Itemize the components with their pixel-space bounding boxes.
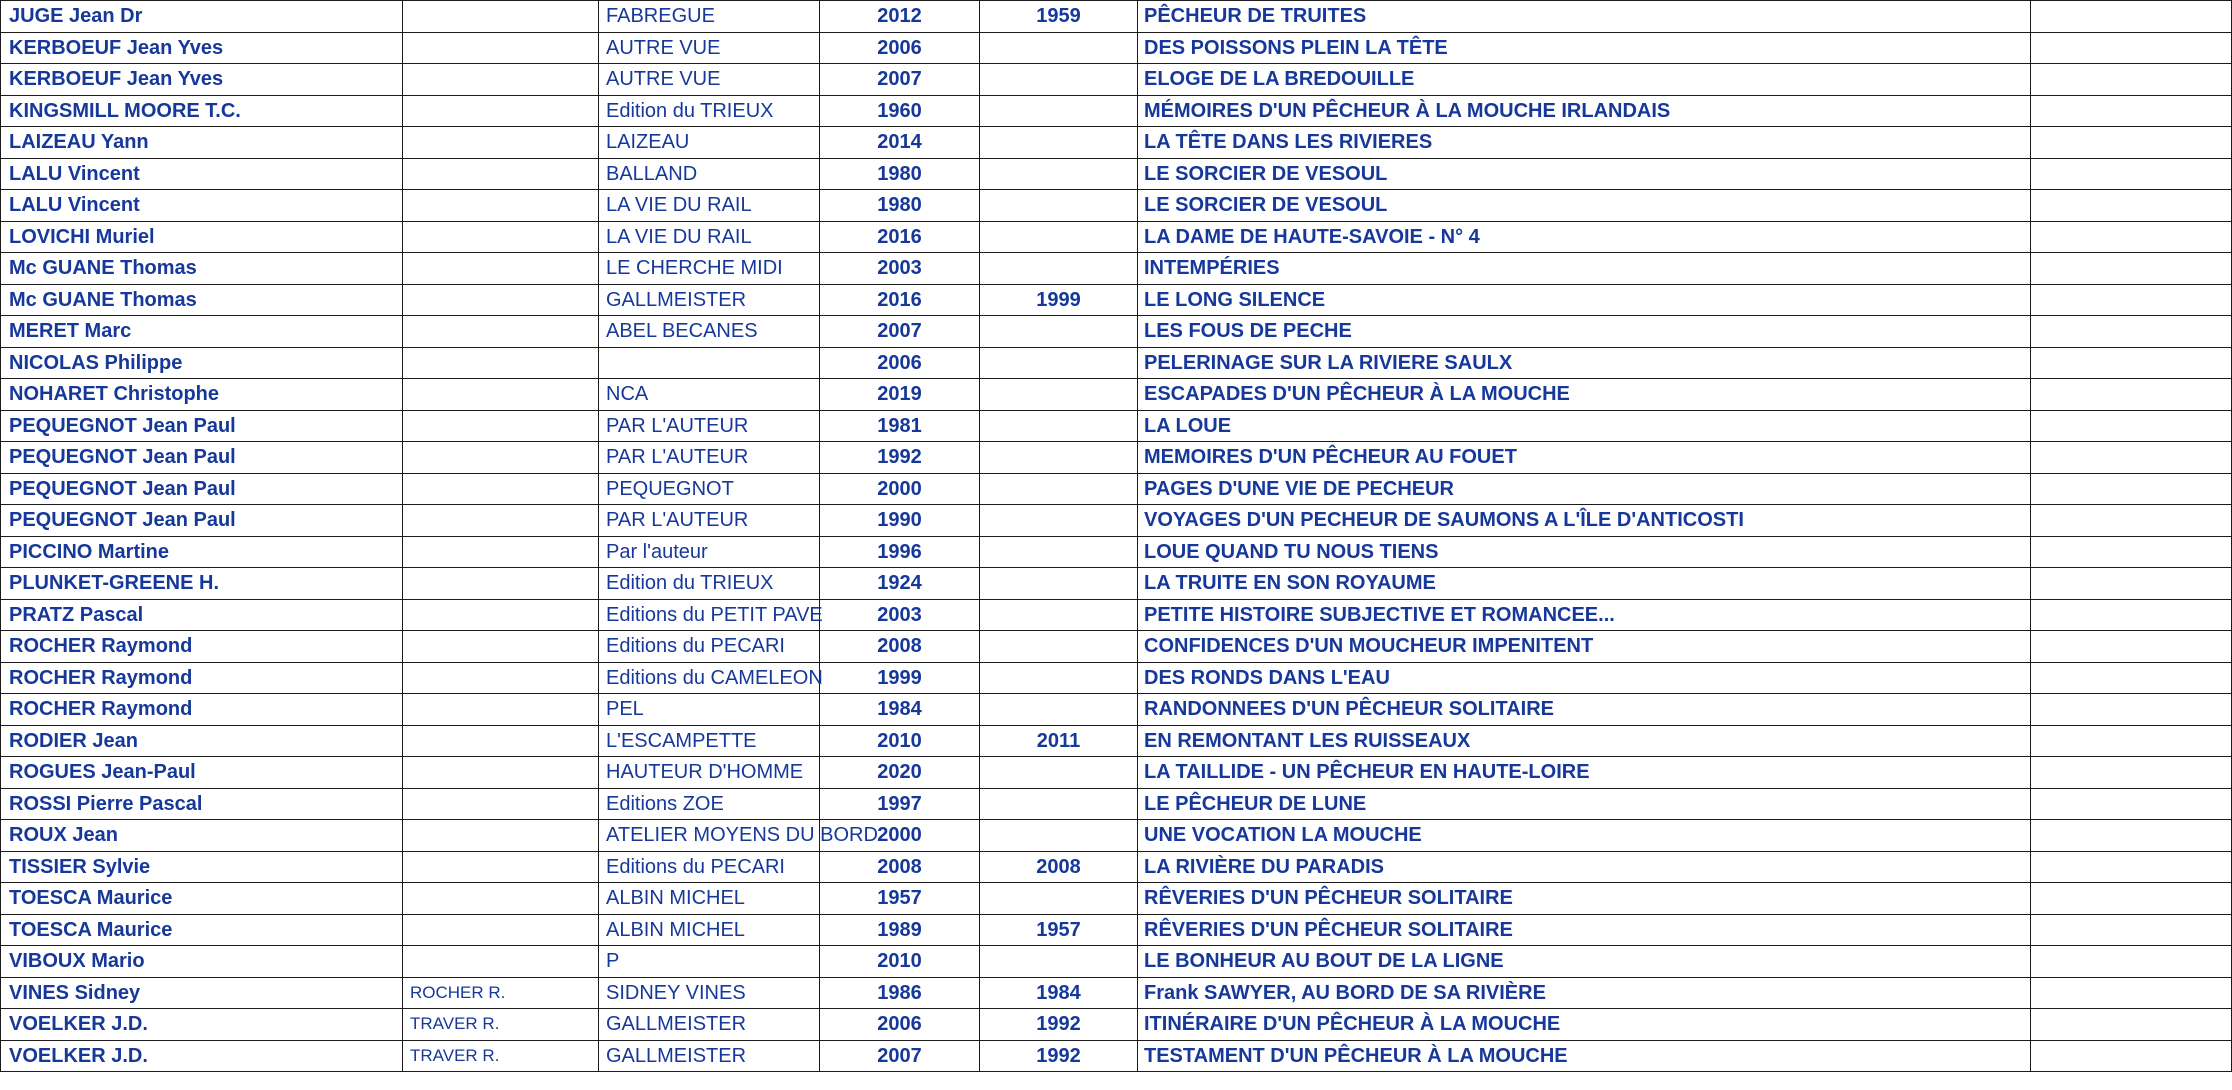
publisher-cell[interactable]: Editions ZOE (599, 788, 820, 820)
original-year-cell[interactable] (980, 631, 1138, 663)
original-year-cell[interactable] (980, 127, 1138, 159)
table-row (1, 347, 2232, 379)
original-year-cell[interactable]: 1992 (980, 1040, 1138, 1072)
table-row (1, 536, 2232, 568)
table-row (1, 946, 2232, 978)
empty-cell[interactable] (2031, 347, 2232, 379)
year-cell[interactable]: 1989 (820, 914, 980, 946)
co-author-cell[interactable] (403, 757, 599, 789)
table-row (1, 190, 2232, 222)
author-cell[interactable]: TOESCA Maurice (1, 914, 403, 946)
author-cell[interactable]: ROGUES Jean-Paul (1, 757, 403, 789)
empty-cell[interactable] (2031, 599, 2232, 631)
co-author-cell[interactable]: TRAVER R. (403, 1040, 599, 1072)
publisher-cell[interactable]: GALLMEISTER (599, 1009, 820, 1041)
table-row (1, 1040, 2232, 1072)
table-row (1, 442, 2232, 474)
original-year-cell[interactable] (980, 253, 1138, 285)
original-year-cell[interactable] (980, 95, 1138, 127)
publisher-cell[interactable]: HAUTEUR D'HOMME (599, 757, 820, 789)
publisher-cell[interactable]: LE CHERCHE MIDI (599, 253, 820, 285)
year-cell[interactable]: 1992 (820, 442, 980, 474)
table-row (1, 851, 2232, 883)
title-cell[interactable]: MEMOIRES D'UN PÊCHEUR AU FOUET (1138, 442, 2031, 474)
title-cell[interactable]: CONFIDENCES D'UN MOUCHEUR IMPENITENT (1138, 631, 2031, 663)
title-cell[interactable]: PAGES D'UNE VIE DE PECHEUR (1138, 473, 2031, 505)
title-cell[interactable]: LA TÊTE DANS LES RIVIERES (1138, 127, 2031, 159)
publisher-cell[interactable]: Edition du TRIEUX (599, 95, 820, 127)
title-cell[interactable]: LA RIVIÈRE DU PARADIS (1138, 851, 2031, 883)
year-cell[interactable]: 2016 (820, 221, 980, 253)
original-year-cell[interactable] (980, 410, 1138, 442)
original-year-cell[interactable]: 1959 (980, 1, 1138, 33)
publisher-cell[interactable]: LA VIE DU RAIL (599, 221, 820, 253)
author-cell[interactable]: VOELKER J.D. (1, 1040, 403, 1072)
author-cell[interactable]: ROUX Jean (1, 820, 403, 852)
table-row (1, 757, 2232, 789)
co-author-cell[interactable] (403, 442, 599, 474)
co-author-cell[interactable] (403, 379, 599, 411)
empty-cell[interactable] (2031, 221, 2232, 253)
year-cell[interactable]: 2019 (820, 379, 980, 411)
publisher-cell[interactable]: PAR L'AUTEUR (599, 505, 820, 537)
author-cell[interactable]: LALU Vincent (1, 190, 403, 222)
title-cell[interactable]: MÉMOIRES D'UN PÊCHEUR À LA MOUCHE IRLANDAIS (1138, 95, 2031, 127)
table-row (1, 694, 2232, 726)
author-cell[interactable]: RODIER Jean (1, 725, 403, 757)
original-year-cell[interactable]: 2011 (980, 725, 1138, 757)
year-cell[interactable]: 2003 (820, 599, 980, 631)
publisher-cell[interactable]: GALLMEISTER (599, 284, 820, 316)
empty-cell[interactable] (2031, 757, 2232, 789)
author-cell[interactable]: MERET Marc (1, 316, 403, 348)
co-author-cell[interactable] (403, 820, 599, 852)
co-author-cell[interactable] (403, 568, 599, 600)
co-author-cell[interactable] (403, 221, 599, 253)
author-cell[interactable]: LAIZEAU Yann (1, 127, 403, 159)
author-cell[interactable]: PRATZ Pascal (1, 599, 403, 631)
empty-cell[interactable] (2031, 64, 2232, 96)
original-year-cell[interactable]: 2008 (980, 851, 1138, 883)
publisher-cell[interactable]: L'ESCAMPETTE (599, 725, 820, 757)
year-cell[interactable]: 2000 (820, 820, 980, 852)
co-author-cell[interactable] (403, 190, 599, 222)
empty-cell[interactable] (2031, 473, 2232, 505)
empty-cell[interactable] (2031, 914, 2232, 946)
author-cell[interactable]: PEQUEGNOT Jean Paul (1, 410, 403, 442)
year-cell[interactable]: 1996 (820, 536, 980, 568)
table-row (1, 568, 2232, 600)
author-cell[interactable]: ROCHER Raymond (1, 662, 403, 694)
empty-cell[interactable] (2031, 536, 2232, 568)
author-cell[interactable]: NICOLAS Philippe (1, 347, 403, 379)
year-cell[interactable]: 1980 (820, 158, 980, 190)
original-year-cell[interactable] (980, 757, 1138, 789)
empty-cell[interactable] (2031, 410, 2232, 442)
year-cell[interactable]: 2010 (820, 725, 980, 757)
author-cell[interactable]: PLUNKET-GREENE H. (1, 568, 403, 600)
author-cell[interactable]: Mc GUANE Thomas (1, 253, 403, 285)
table-row (1, 253, 2232, 285)
year-cell[interactable]: 2008 (820, 851, 980, 883)
year-cell[interactable]: 2006 (820, 347, 980, 379)
publisher-cell[interactable]: ALBIN MICHEL (599, 883, 820, 915)
original-year-cell[interactable] (980, 316, 1138, 348)
year-cell[interactable]: 1986 (820, 977, 980, 1009)
title-cell[interactable]: LA TRUITE EN SON ROYAUME (1138, 568, 2031, 600)
author-cell[interactable]: VIBOUX Mario (1, 946, 403, 978)
co-author-cell[interactable] (403, 536, 599, 568)
table-row (1, 158, 2232, 190)
table-row (1, 788, 2232, 820)
author-cell[interactable]: Mc GUANE Thomas (1, 284, 403, 316)
year-cell[interactable]: 1999 (820, 662, 980, 694)
empty-cell[interactable] (2031, 442, 2232, 474)
co-author-cell[interactable] (403, 788, 599, 820)
title-cell[interactable]: TESTAMENT D'UN PÊCHEUR À LA MOUCHE (1138, 1040, 2031, 1072)
table-row (1, 95, 2232, 127)
publisher-cell[interactable]: PAR L'AUTEUR (599, 410, 820, 442)
title-cell[interactable]: PÊCHEUR DE TRUITES (1138, 1, 2031, 33)
empty-cell[interactable] (2031, 820, 2232, 852)
author-cell[interactable]: PICCINO Martine (1, 536, 403, 568)
co-author-cell[interactable] (403, 284, 599, 316)
year-cell[interactable]: 2016 (820, 284, 980, 316)
co-author-cell[interactable] (403, 473, 599, 505)
publisher-cell[interactable]: SIDNEY VINES (599, 977, 820, 1009)
title-cell[interactable]: RÊVERIES D'UN PÊCHEUR SOLITAIRE (1138, 914, 2031, 946)
co-author-cell[interactable] (403, 946, 599, 978)
author-cell[interactable]: ROSSI Pierre Pascal (1, 788, 403, 820)
year-cell[interactable]: 1997 (820, 788, 980, 820)
title-cell[interactable]: LE SORCIER DE VESOUL (1138, 158, 2031, 190)
co-author-cell[interactable] (403, 127, 599, 159)
table-row (1, 820, 2232, 852)
co-author-cell[interactable] (403, 158, 599, 190)
title-cell[interactable]: LA TAILLIDE - UN PÊCHEUR EN HAUTE-LOIRE (1138, 757, 2031, 789)
author-cell[interactable]: KINGSMILL MOORE T.C. (1, 95, 403, 127)
table-row (1, 64, 2232, 96)
co-author-cell[interactable]: ROCHER R. (403, 977, 599, 1009)
table-row (1, 473, 2232, 505)
year-cell[interactable]: 2008 (820, 631, 980, 663)
title-cell[interactable]: DES RONDS DANS L'EAU (1138, 662, 2031, 694)
empty-cell[interactable] (2031, 694, 2232, 726)
author-cell[interactable]: KERBOEUF Jean Yves (1, 32, 403, 64)
empty-cell[interactable] (2031, 158, 2232, 190)
co-author-cell[interactable] (403, 410, 599, 442)
table-row (1, 631, 2232, 663)
original-year-cell[interactable] (980, 32, 1138, 64)
year-cell[interactable]: 1957 (820, 883, 980, 915)
year-cell[interactable]: 1984 (820, 694, 980, 726)
table-row (1, 316, 2232, 348)
year-cell[interactable]: 2014 (820, 127, 980, 159)
publisher-cell[interactable]: ATELIER MOYENS DU BORD (599, 820, 820, 852)
title-cell[interactable]: LE PÊCHEUR DE LUNE (1138, 788, 2031, 820)
co-author-cell[interactable] (403, 347, 599, 379)
empty-cell[interactable] (2031, 190, 2232, 222)
year-cell[interactable]: 2007 (820, 64, 980, 96)
empty-cell[interactable] (2031, 883, 2232, 915)
title-cell[interactable]: LE BONHEUR AU BOUT DE LA LIGNE (1138, 946, 2031, 978)
year-cell[interactable]: 2012 (820, 1, 980, 33)
publisher-cell[interactable]: Editions du PETIT PAVE (599, 599, 820, 631)
title-cell[interactable]: LOUE QUAND TU NOUS TIENS (1138, 536, 2031, 568)
publisher-cell[interactable]: ABEL BECANES (599, 316, 820, 348)
original-year-cell[interactable] (980, 820, 1138, 852)
original-year-cell[interactable] (980, 599, 1138, 631)
table-row (1, 883, 2232, 915)
title-cell[interactable]: PELERINAGE SUR LA RIVIERE SAULX (1138, 347, 2031, 379)
publisher-cell[interactable]: AUTRE VUE (599, 32, 820, 64)
publisher-cell[interactable]: PEQUEGNOT (599, 473, 820, 505)
co-author-cell[interactable] (403, 631, 599, 663)
author-cell[interactable]: JUGE Jean Dr (1, 1, 403, 33)
original-year-cell[interactable] (980, 442, 1138, 474)
co-author-cell[interactable] (403, 883, 599, 915)
original-year-cell[interactable] (980, 221, 1138, 253)
publisher-cell[interactable]: FABREGUE (599, 1, 820, 33)
table-row (1, 505, 2232, 537)
empty-cell[interactable] (2031, 95, 2232, 127)
table-row (1, 977, 2232, 1009)
empty-cell[interactable] (2031, 284, 2232, 316)
year-cell[interactable]: 1924 (820, 568, 980, 600)
table-row (1, 127, 2232, 159)
co-author-cell[interactable] (403, 662, 599, 694)
empty-cell[interactable] (2031, 631, 2232, 663)
co-author-cell[interactable] (403, 914, 599, 946)
empty-cell[interactable] (2031, 505, 2232, 537)
co-author-cell[interactable] (403, 64, 599, 96)
table-row (1, 914, 2232, 946)
publisher-cell[interactable]: ALBIN MICHEL (599, 914, 820, 946)
publisher-cell[interactable]: NCA (599, 379, 820, 411)
year-cell[interactable]: 2010 (820, 946, 980, 978)
year-cell[interactable]: 2000 (820, 473, 980, 505)
title-cell[interactable]: RANDONNEES D'UN PÊCHEUR SOLITAIRE (1138, 694, 2031, 726)
author-cell[interactable]: KERBOEUF Jean Yves (1, 64, 403, 96)
original-year-cell[interactable] (980, 347, 1138, 379)
empty-cell[interactable] (2031, 977, 2232, 1009)
publisher-cell[interactable]: Editions du CAMELEON (599, 662, 820, 694)
empty-cell[interactable] (2031, 851, 2232, 883)
empty-cell[interactable] (2031, 316, 2232, 348)
title-cell[interactable]: DES POISSONS PLEIN LA TÊTE (1138, 32, 2031, 64)
author-cell[interactable]: VINES Sidney (1, 977, 403, 1009)
author-cell[interactable]: LALU Vincent (1, 158, 403, 190)
co-author-cell[interactable] (403, 851, 599, 883)
year-cell[interactable]: 2007 (820, 316, 980, 348)
table-row (1, 410, 2232, 442)
publisher-cell[interactable]: Editions du PECARI (599, 851, 820, 883)
co-author-cell[interactable] (403, 32, 599, 64)
table-row (1, 1009, 2232, 1041)
original-year-cell[interactable] (980, 473, 1138, 505)
publisher-cell[interactable]: Par l'auteur (599, 536, 820, 568)
publisher-cell[interactable]: GALLMEISTER (599, 1040, 820, 1072)
title-cell[interactable]: Frank SAWYER, AU BORD DE SA RIVIÈRE (1138, 977, 2031, 1009)
original-year-cell[interactable] (980, 64, 1138, 96)
table-row (1, 725, 2232, 757)
year-cell[interactable]: 1980 (820, 190, 980, 222)
original-year-cell[interactable] (980, 568, 1138, 600)
author-cell[interactable]: PEQUEGNOT Jean Paul (1, 505, 403, 537)
empty-cell[interactable] (2031, 253, 2232, 285)
title-cell[interactable]: LE LONG SILENCE (1138, 284, 2031, 316)
publisher-cell[interactable]: AUTRE VUE (599, 64, 820, 96)
co-author-cell[interactable] (403, 95, 599, 127)
empty-cell[interactable] (2031, 1, 2232, 33)
original-year-cell[interactable] (980, 379, 1138, 411)
original-year-cell[interactable] (980, 158, 1138, 190)
co-author-cell[interactable] (403, 1, 599, 33)
author-cell[interactable]: PEQUEGNOT Jean Paul (1, 473, 403, 505)
author-cell[interactable]: ROCHER Raymond (1, 694, 403, 726)
year-cell[interactable]: 2007 (820, 1040, 980, 1072)
table-row (1, 32, 2232, 64)
co-author-cell[interactable] (403, 599, 599, 631)
empty-cell[interactable] (2031, 568, 2232, 600)
title-cell[interactable]: INTEMPÉRIES (1138, 253, 2031, 285)
original-year-cell[interactable]: 1999 (980, 284, 1138, 316)
publisher-cell[interactable]: LA VIE DU RAIL (599, 190, 820, 222)
publisher-cell[interactable] (599, 347, 820, 379)
table-row (1, 284, 2232, 316)
title-cell[interactable]: ITINÉRAIRE D'UN PÊCHEUR À LA MOUCHE (1138, 1009, 2031, 1041)
publisher-cell[interactable]: LAIZEAU (599, 127, 820, 159)
empty-cell[interactable] (2031, 1040, 2232, 1072)
author-cell[interactable]: VOELKER J.D. (1, 1009, 403, 1041)
original-year-cell[interactable] (980, 946, 1138, 978)
year-cell[interactable]: 2006 (820, 1009, 980, 1041)
original-year-cell[interactable] (980, 788, 1138, 820)
title-cell[interactable]: LA LOUE (1138, 410, 2031, 442)
year-cell[interactable]: 2003 (820, 253, 980, 285)
original-year-cell[interactable] (980, 662, 1138, 694)
author-cell[interactable]: ROCHER Raymond (1, 631, 403, 663)
author-cell[interactable]: NOHARET Christophe (1, 379, 403, 411)
title-cell[interactable]: LES FOUS DE PECHE (1138, 316, 2031, 348)
year-cell[interactable]: 1960 (820, 95, 980, 127)
empty-cell[interactable] (2031, 662, 2232, 694)
title-cell[interactable]: UNE VOCATION LA MOUCHE (1138, 820, 2031, 852)
author-cell[interactable]: TOESCA Maurice (1, 883, 403, 915)
empty-cell[interactable] (2031, 379, 2232, 411)
table-row (1, 1, 2232, 33)
table-row (1, 662, 2232, 694)
title-cell[interactable]: ESCAPADES D'UN PÊCHEUR À LA MOUCHE (1138, 379, 2031, 411)
original-year-cell[interactable]: 1992 (980, 1009, 1138, 1041)
title-cell[interactable]: LA DAME DE HAUTE-SAVOIE - N° 4 (1138, 221, 2031, 253)
original-year-cell[interactable] (980, 694, 1138, 726)
original-year-cell[interactable] (980, 883, 1138, 915)
empty-cell[interactable] (2031, 946, 2232, 978)
year-cell[interactable]: 2020 (820, 757, 980, 789)
title-cell[interactable]: EN REMONTANT LES RUISSEAUX (1138, 725, 2031, 757)
table-row (1, 599, 2232, 631)
original-year-cell[interactable] (980, 505, 1138, 537)
author-cell[interactable]: LOVICHI Muriel (1, 221, 403, 253)
publisher-cell[interactable]: BALLAND (599, 158, 820, 190)
empty-cell[interactable] (2031, 32, 2232, 64)
co-author-cell[interactable] (403, 505, 599, 537)
co-author-cell[interactable] (403, 725, 599, 757)
empty-cell[interactable] (2031, 1009, 2232, 1041)
original-year-cell[interactable] (980, 190, 1138, 222)
co-author-cell[interactable] (403, 694, 599, 726)
original-year-cell[interactable]: 1957 (980, 914, 1138, 946)
publisher-cell[interactable]: PEL (599, 694, 820, 726)
empty-cell[interactable] (2031, 788, 2232, 820)
co-author-cell[interactable]: TRAVER R. (403, 1009, 599, 1041)
title-cell[interactable]: ELOGE DE LA BREDOUILLE (1138, 64, 2031, 96)
co-author-cell[interactable] (403, 316, 599, 348)
publisher-cell[interactable]: Edition du TRIEUX (599, 568, 820, 600)
table-row (1, 379, 2232, 411)
title-cell[interactable]: PETITE HISTOIRE SUBJECTIVE ET ROMANCEE... (1138, 599, 2031, 631)
empty-cell[interactable] (2031, 127, 2232, 159)
author-cell[interactable]: TISSIER Sylvie (1, 851, 403, 883)
publisher-cell[interactable]: P (599, 946, 820, 978)
title-cell[interactable]: VOYAGES D'UN PECHEUR DE SAUMONS A L'ÎLE D'ANTICOSTI (1138, 505, 2031, 537)
year-cell[interactable]: 1981 (820, 410, 980, 442)
original-year-cell[interactable]: 1984 (980, 977, 1138, 1009)
table-row (1, 221, 2232, 253)
year-cell[interactable]: 1990 (820, 505, 980, 537)
original-year-cell[interactable] (980, 536, 1138, 568)
year-cell[interactable]: 2006 (820, 32, 980, 64)
title-cell[interactable]: RÊVERIES D'UN PÊCHEUR SOLITAIRE (1138, 883, 2031, 915)
author-cell[interactable]: PEQUEGNOT Jean Paul (1, 442, 403, 474)
publisher-cell[interactable]: PAR L'AUTEUR (599, 442, 820, 474)
publisher-cell[interactable]: Editions du PECARI (599, 631, 820, 663)
title-cell[interactable]: LE SORCIER DE VESOUL (1138, 190, 2031, 222)
table-body (1, 1, 2232, 1072)
co-author-cell[interactable] (403, 253, 599, 285)
empty-cell[interactable] (2031, 725, 2232, 757)
